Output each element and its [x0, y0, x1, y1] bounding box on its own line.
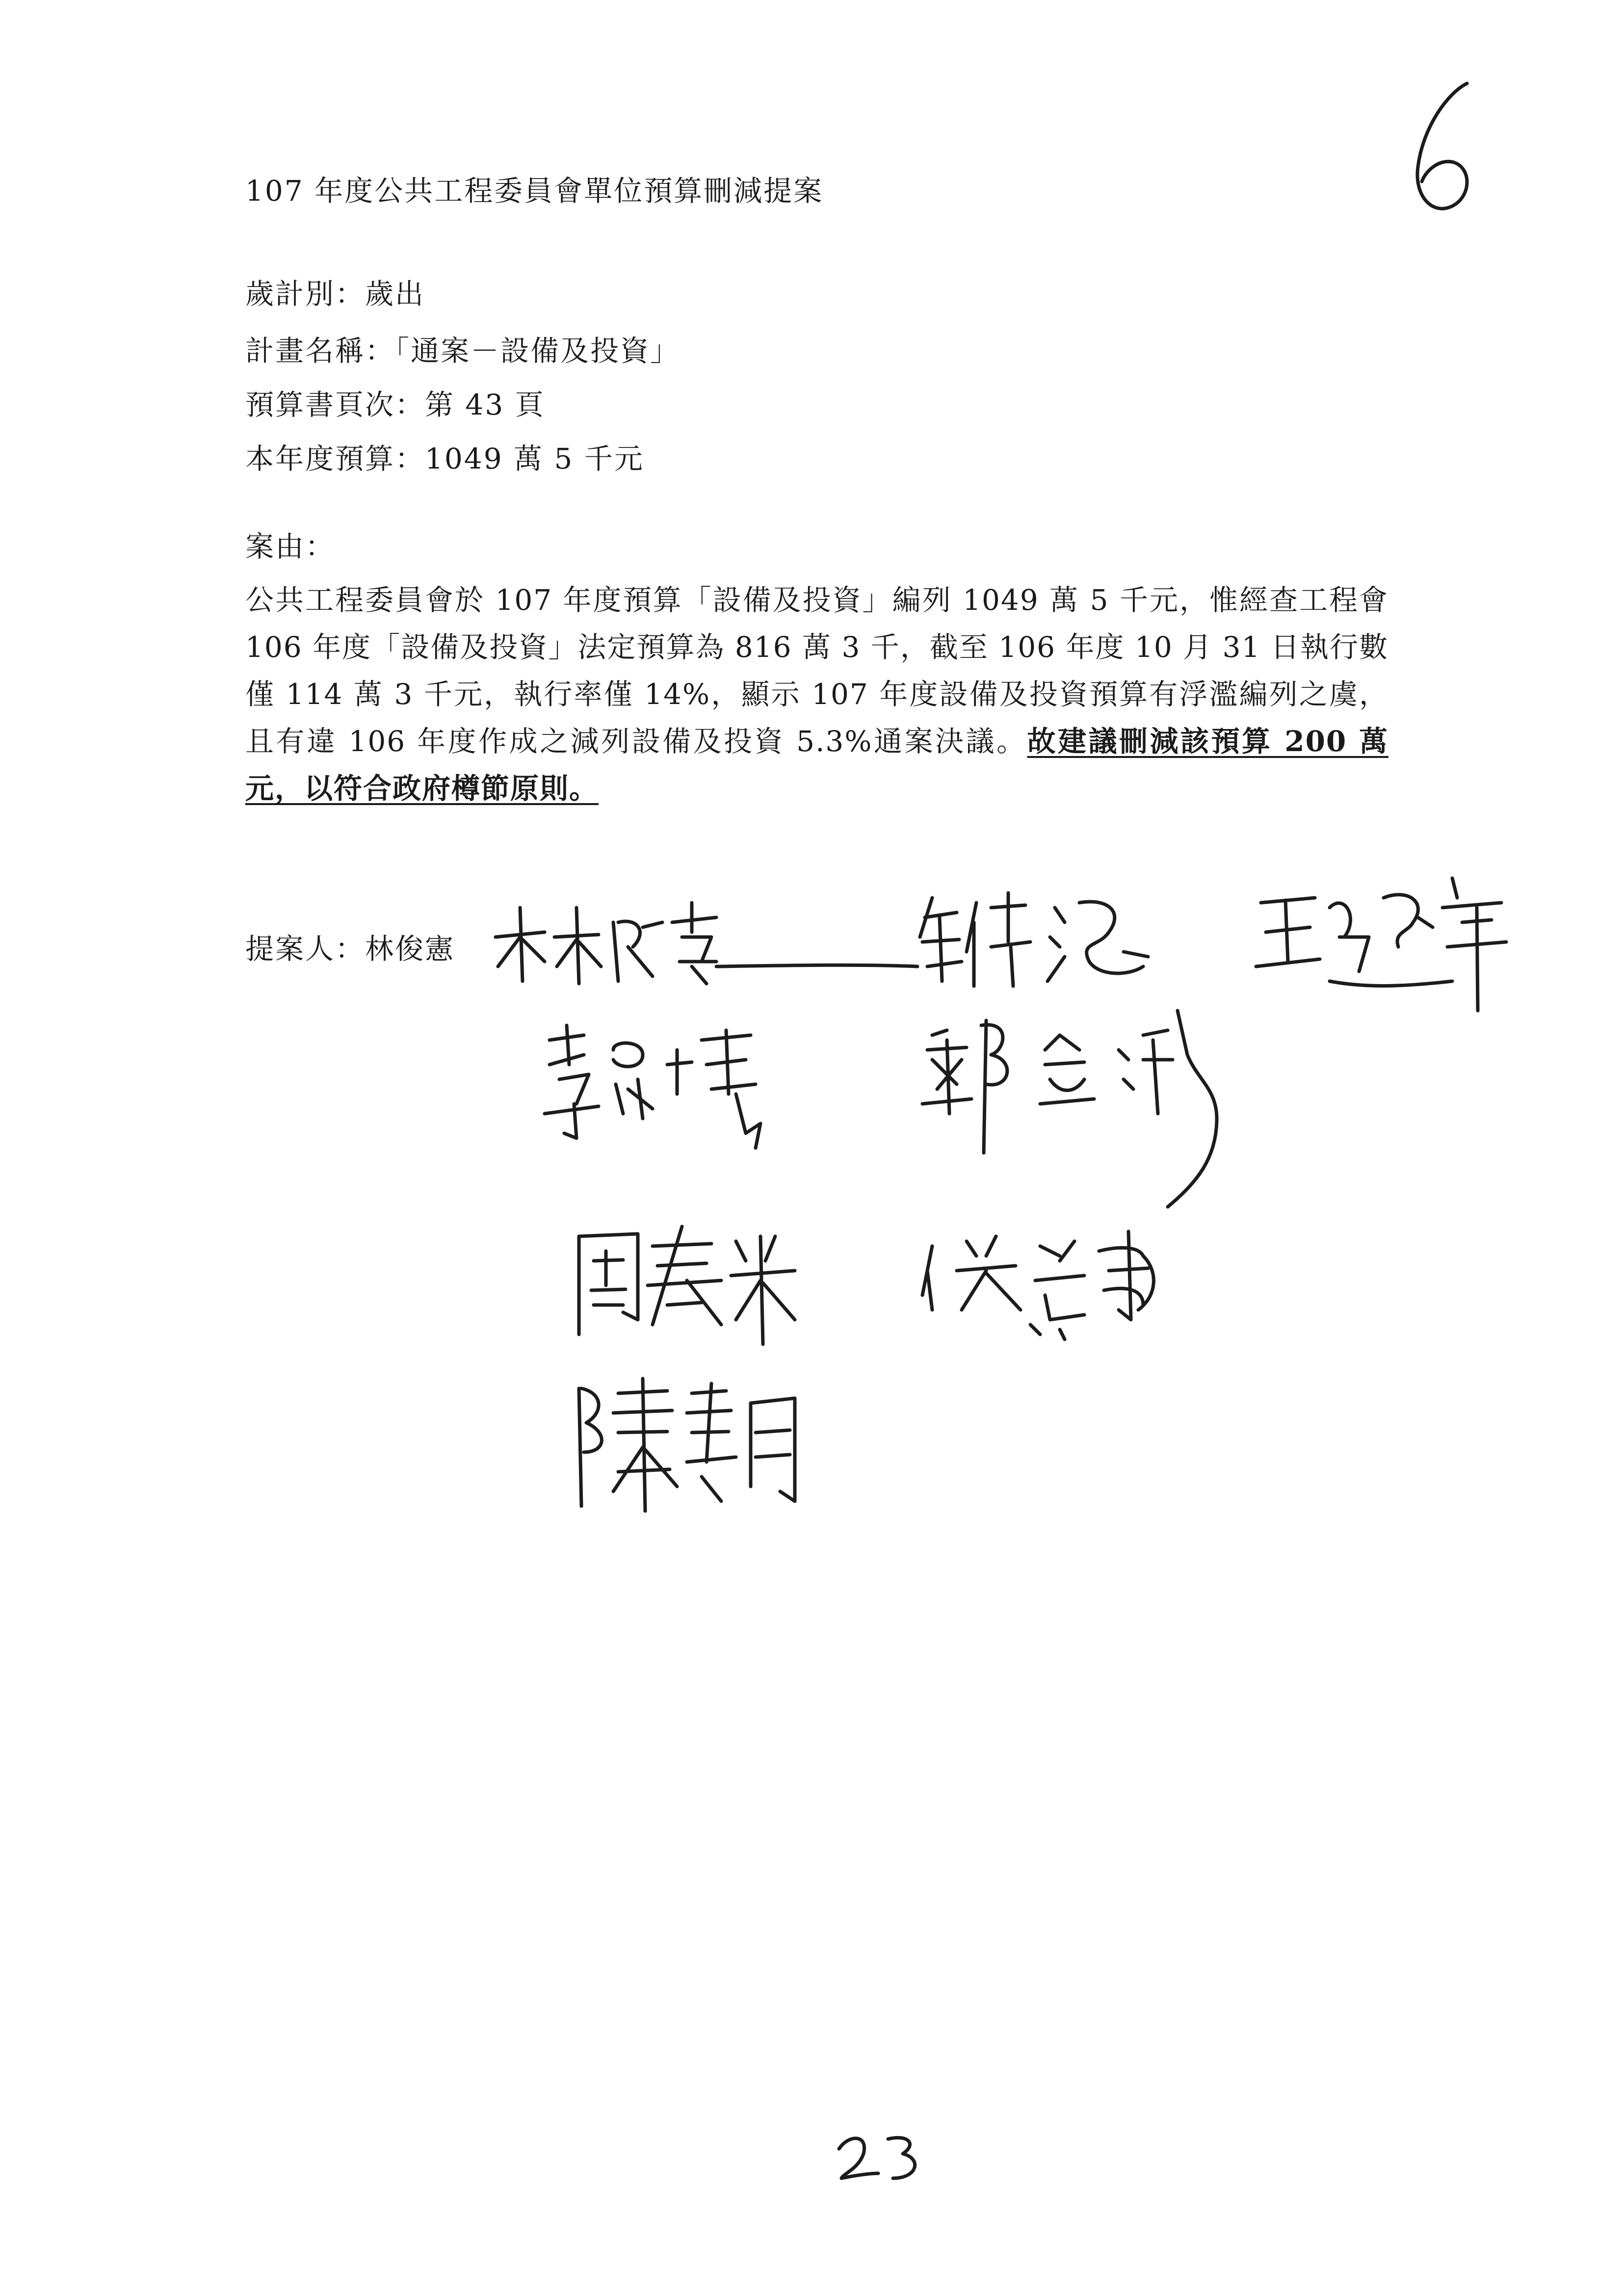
signature-8	[564, 1364, 819, 1516]
signature-4	[530, 1020, 805, 1163]
field-category: 歲計別：歲出	[245, 277, 425, 311]
reason-text: 公共工程委員會於 107 年度預算「設備及投資」編列 1049 萬 5 千元，惟經查工程會 106 年度「設備及投資」法定預算為 816 萬 3 千，截至 106 年度 10 月 31 日執行數僅 114 萬 3 千元，執行率僅 14%，顯示 107 年度設備及投資預算有浮濫編列之虞，且有違 106 年度作成之減列設備及投資 5.3%通案決議。	[245, 583, 1388, 758]
reason-paragraph	[245, 576, 1388, 812]
field-page-ref: 預算書頁次：第 43 頁	[245, 388, 545, 421]
signature-3	[1246, 863, 1521, 1025]
handwritten-page-mark	[1403, 74, 1492, 221]
signature-5	[913, 996, 1256, 1231]
signature-6	[564, 1207, 819, 1354]
proposer-line: 提案人：林俊憲	[245, 932, 455, 965]
signature-1	[486, 893, 927, 991]
reason-label: 案由：	[245, 530, 336, 563]
field-plan-name: 計畫名稱：「通案－設備及投資」	[245, 334, 681, 367]
signature-7	[913, 1212, 1217, 1359]
signature-2	[913, 883, 1187, 1001]
document-title: 107 年度公共工程委員會單位預算刪減提案	[245, 174, 824, 208]
handwritten-page-number	[834, 2124, 932, 2188]
field-budget: 本年度預算：1049 萬 5 千元	[245, 442, 644, 475]
reason-emphasis: 故建議刪減該預算 200 萬元，以符合政府樽節原則。	[245, 725, 1388, 805]
